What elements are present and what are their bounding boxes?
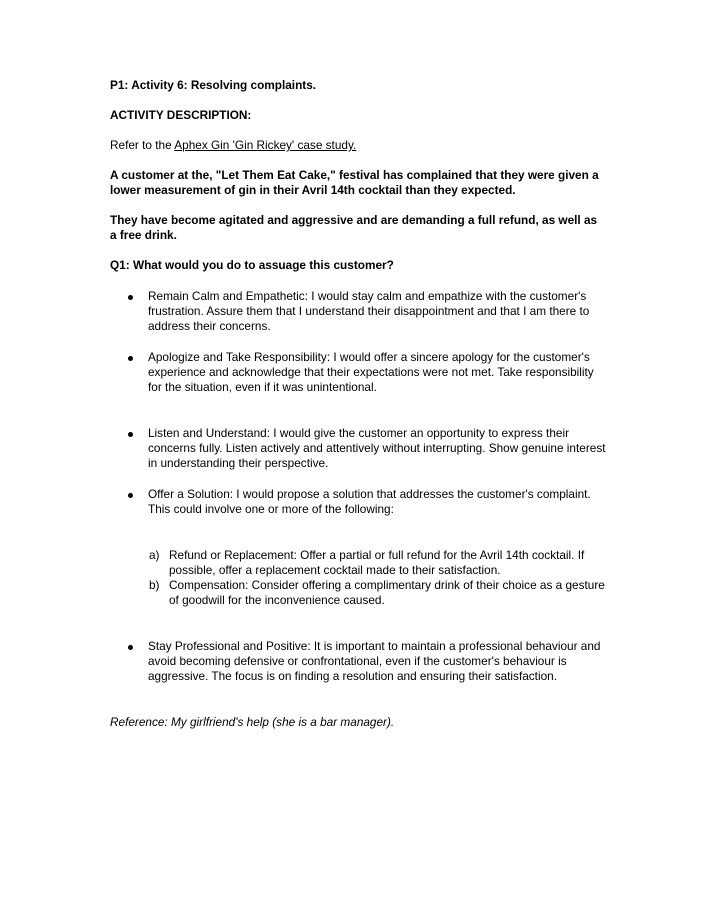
scenario-paragraph-2: They have become agitated and aggressive and are demanding a full refund, as well as a free drink. [110,213,598,242]
bullet-item [110,487,606,517]
question-heading: Q1: What would you do to assuage this customer? [110,258,394,272]
bullet-item [110,639,606,684]
answer-bullet-list [110,289,606,517]
refer-paragraph [110,138,606,153]
bullet-text: Remain Calm and Empathetic: I would stay calm and empathize with the customer's frustration. Assure them that I understand their disappointment and that I am there to address their concerns. [148,289,590,333]
sublist-marker: a) [149,548,160,562]
reference-note: Reference: My girlfriend's help (she is a bar manager). [110,715,395,729]
bullet-item [110,350,606,395]
bullet-item [110,426,606,471]
case-study-link[interactable]: Aphex Gin 'Gin Rickey' case study. [174,138,357,152]
bullet-text: Apologize and Take Responsibility: I would offer a sincere apology for the customer's experience and acknowledge that their expectations were not met. Take responsibility for the situation, even if it was unintentional. [148,350,594,394]
activity-heading: ACTIVITY DESCRIPTION: [110,108,252,122]
solution-sublist [110,548,606,608]
scenario-paragraph-1: A customer at the, "Let Them Eat Cake," festival has complained that they were given a lower measurement of gin in their Avril 14th cocktail than they expected. [110,168,599,197]
bullet-dot-icon [128,493,133,498]
bullet-dot-icon [128,432,133,437]
bullet-item [110,289,606,334]
answer-bullet-list-continued [110,639,606,684]
document-page [110,78,606,730]
refer-prefix: Refer to the [110,138,175,152]
sublist-text: Refund or Replacement: Offer a partial or full refund for the Avril 14th cocktail. If possible, offer a replacement cocktail made to their satisfaction. [169,548,585,577]
bullet-text: Listen and Understand: I would give the customer an opportunity to express their concerns fully. Listen actively and attentively without interrupting. Show genuine interest in understanding their perspective. [148,426,606,470]
bullet-text: Offer a Solution: I would propose a solution that addresses the customer's complaint. This could involve one or more of the following: [148,487,591,516]
bullet-dot-icon [128,295,133,300]
bullet-dot-icon [128,356,133,361]
sublist-item [110,548,606,578]
sublist-text: Compensation: Consider offering a complimentary drink of their choice as a gesture of goodwill for the inconvenience caused. [169,578,605,607]
sublist-marker: b) [149,578,160,592]
page-title: P1: Activity 6: Resolving complaints. [110,78,317,92]
bullet-dot-icon [128,645,133,650]
sublist-item [110,578,606,608]
bullet-text: Stay Professional and Positive: It is important to maintain a professional behaviour and avoid becoming defensive or confrontational, even if the customer's behaviour is aggressive. The focus is on finding a resolution and ensuring their satisfaction. [148,639,601,683]
